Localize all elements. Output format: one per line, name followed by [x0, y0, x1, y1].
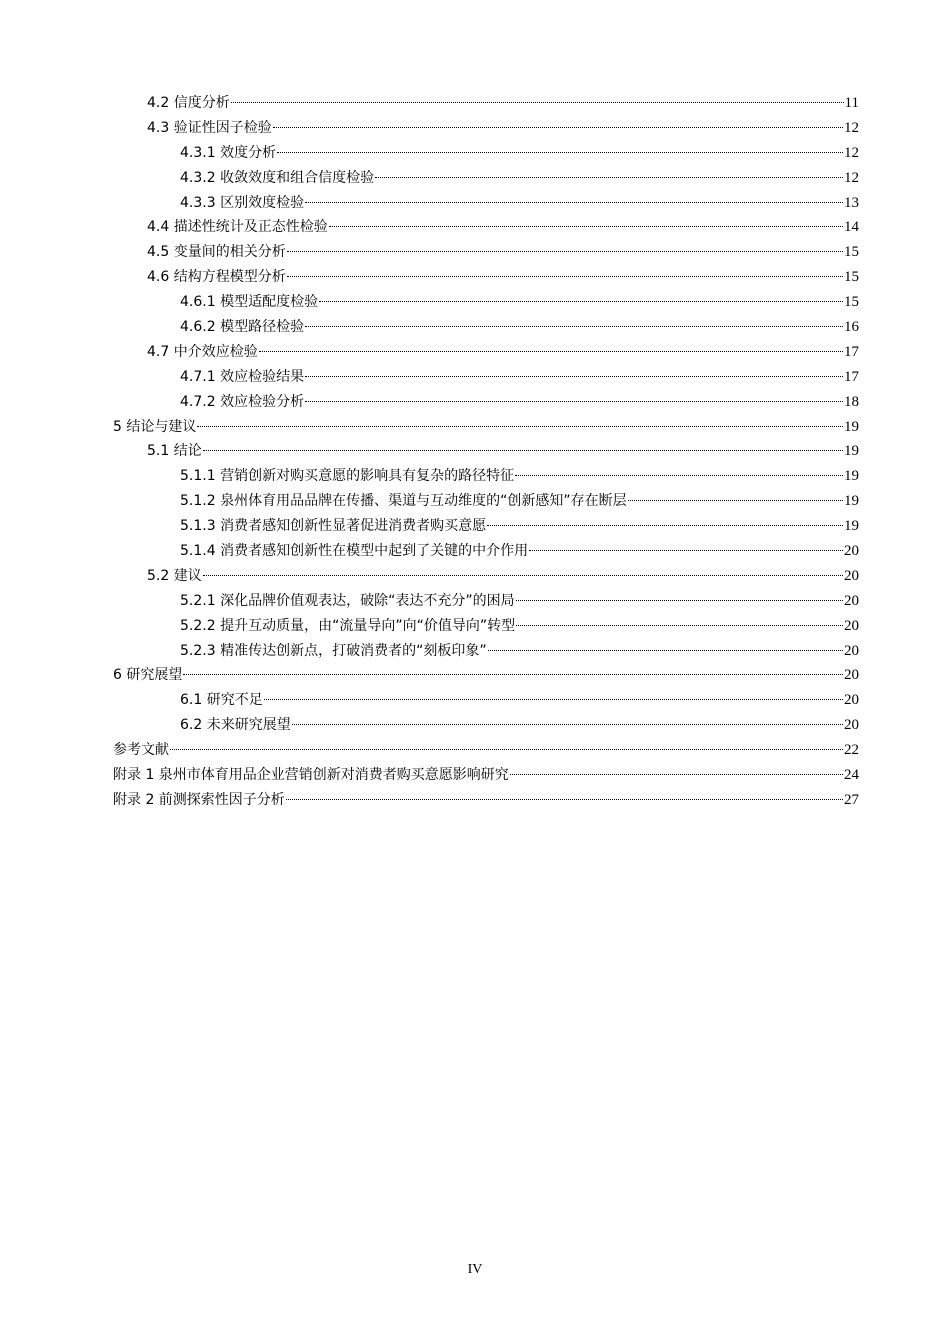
toc-entry[interactable]: [113, 539, 859, 564]
toc-entry-title: 4.6.2 模型路径检验: [180, 319, 305, 336]
dot-leader: [319, 301, 843, 302]
toc-entry-title: 4.6 结构方程模型分析: [147, 269, 286, 286]
dot-leader: [277, 152, 843, 153]
toc-entry-page: 27: [844, 791, 859, 808]
toc-entry-title: 4.3.2 收敛效度和组合信度检验: [180, 169, 375, 186]
toc-entry[interactable]: [113, 390, 859, 415]
toc-entry-title: 4.3 验证性因子检验: [147, 119, 272, 136]
toc-entry-page: 15: [844, 269, 859, 286]
dot-leader: [197, 426, 843, 427]
toc-entry[interactable]: [113, 564, 859, 589]
toc-entry[interactable]: [113, 614, 859, 639]
toc-entry-page: 17: [844, 343, 859, 360]
toc-entry-page: 22: [844, 742, 859, 759]
toc-entry-title: 4.3.1 效度分析: [180, 144, 277, 161]
toc-entry-page: 20: [844, 567, 859, 584]
toc-entry[interactable]: [113, 415, 859, 440]
toc-entry[interactable]: [113, 464, 859, 489]
toc-entry-title: 附录 1 泉州市体育用品企业营销创新对消费者购买意愿影响研究: [113, 767, 509, 784]
dot-leader: [516, 625, 843, 626]
toc-entry-title: 5.2.2 提升互动质量，由“流量导向”向“价值导向”转型: [180, 617, 516, 634]
toc-entry[interactable]: [113, 116, 859, 141]
toc-entry-page: 20: [844, 642, 859, 659]
dot-leader: [203, 575, 843, 576]
page-number: IV: [467, 1262, 483, 1277]
toc-entry-title: 4.7.1 效应检验结果: [180, 368, 305, 385]
toc-entry-page: 20: [844, 692, 859, 709]
dot-leader: [329, 226, 843, 227]
toc-entry[interactable]: [113, 340, 859, 365]
toc-entry-page: 17: [844, 368, 859, 385]
dot-leader: [292, 724, 843, 725]
toc-entry[interactable]: [113, 315, 859, 340]
toc-entry-title: 4.2 信度分析: [147, 95, 230, 111]
toc-entry[interactable]: [113, 639, 859, 664]
dot-leader: [264, 699, 843, 700]
toc-entry[interactable]: [113, 713, 859, 738]
toc-entry-page: 19: [844, 443, 859, 460]
toc-entry[interactable]: [113, 265, 859, 290]
toc-entry-page: 15: [844, 244, 859, 261]
toc-entry-page: 20: [844, 667, 859, 684]
dot-leader: [529, 550, 843, 551]
toc-entry[interactable]: [113, 688, 859, 713]
toc-entry-title: 附录 2 前测探索性因子分析: [113, 791, 285, 808]
toc-entry-title: 6.1 研究不足: [180, 692, 263, 709]
toc-entry-page: 12: [844, 144, 859, 161]
dot-leader: [628, 500, 843, 501]
toc-entry-title: 5.1.1 营销创新对购买意愿的影响具有复杂的路径特征: [180, 468, 515, 485]
toc-entry-title: 4.6.1 模型适配度检验: [180, 294, 319, 311]
dot-leader: [375, 177, 843, 178]
toc-entry-title: 5.2 建议: [147, 567, 202, 584]
toc-entry-page: 16: [844, 319, 859, 336]
toc-entry-title: 5.1 结论: [147, 443, 202, 460]
toc-entry[interactable]: [113, 365, 859, 390]
toc-entry-page: 19: [844, 518, 859, 535]
toc-entry-page: 11: [844, 95, 859, 111]
toc-entry[interactable]: [113, 166, 859, 191]
toc-entry-page: 20: [844, 617, 859, 634]
toc-entry[interactable]: [113, 763, 859, 788]
dot-leader: [487, 525, 843, 526]
dot-leader: [183, 674, 843, 675]
toc-entry-page: 20: [844, 543, 859, 560]
toc-entry-page: 18: [844, 393, 859, 410]
toc-entry-title: 6.2 未来研究展望: [180, 717, 291, 734]
toc-entry-title: 4.7 中介效应检验: [147, 343, 258, 360]
toc-entry[interactable]: [113, 290, 859, 315]
dot-leader: [287, 251, 843, 252]
toc-entry[interactable]: [113, 663, 859, 688]
toc-entry[interactable]: [113, 788, 859, 813]
toc-entry[interactable]: [113, 738, 859, 763]
toc-entry[interactable]: [113, 489, 859, 514]
toc-entry-page: 20: [844, 592, 859, 609]
dot-leader: [287, 276, 843, 277]
toc-entry-title: 4.5 变量间的相关分析: [147, 244, 286, 261]
toc-entry-page: 13: [844, 194, 859, 211]
toc-entry-page: 19: [844, 418, 859, 435]
dot-leader: [305, 376, 843, 377]
toc-entry-page: 19: [844, 468, 859, 485]
dot-leader: [488, 650, 843, 651]
toc-entry[interactable]: [113, 514, 859, 539]
dot-leader: [305, 326, 843, 327]
dot-leader: [203, 450, 843, 451]
toc-entry-title: 5.1.2 泉州体育用品品牌在传播、渠道与互动维度的“创新感知”存在断层: [180, 493, 627, 510]
dot-leader: [231, 102, 844, 103]
dot-leader: [305, 202, 843, 203]
toc-entry-page: 19: [844, 493, 859, 510]
toc-entry[interactable]: [113, 91, 859, 116]
toc-entry-title: 5 结论与建议: [113, 418, 197, 435]
toc-entry[interactable]: [113, 439, 859, 464]
toc-entry-title: 5.2.3 精准传达创新点，打破消费者的“刻板印象”: [180, 642, 487, 659]
toc-entry-page: 12: [844, 169, 859, 186]
dot-leader: [170, 749, 843, 750]
dot-leader: [259, 351, 843, 352]
toc-entry-title: 参考文献: [113, 742, 169, 759]
table-of-contents: [113, 91, 859, 813]
toc-entry-title: 4.7.2 效应检验分析: [180, 393, 305, 410]
dot-leader: [516, 600, 843, 601]
toc-entry-title: 4.4 描述性统计及正态性检验: [147, 219, 328, 236]
toc-entry[interactable]: [113, 191, 859, 216]
toc-entry-page: 24: [844, 767, 859, 784]
dot-leader: [273, 127, 843, 128]
toc-entry[interactable]: [113, 141, 859, 166]
toc-entry-page: 20: [844, 717, 859, 734]
toc-entry-page: 15: [844, 294, 859, 311]
dot-leader: [305, 401, 843, 402]
toc-entry-title: 4.3.3 区别效度检验: [180, 194, 305, 211]
dot-leader: [510, 774, 843, 775]
toc-entry[interactable]: [113, 240, 859, 265]
toc-entry-title: 5.1.3 消费者感知创新性显著促进消费者购买意愿: [180, 518, 487, 535]
dot-leader: [286, 799, 843, 800]
toc-entry[interactable]: [113, 215, 859, 240]
toc-entry-page: 12: [844, 119, 859, 136]
toc-entry-title: 5.2.1 深化品牌价值观表达，破除“表达不充分”的困局: [180, 592, 515, 609]
dot-leader: [515, 475, 843, 476]
toc-entry-title: 5.1.4 消费者感知创新性在模型中起到了关键的中介作用: [180, 543, 529, 560]
toc-entry-title: 6 研究展望: [113, 667, 183, 684]
toc-entry[interactable]: [113, 589, 859, 614]
toc-entry-page: 14: [844, 219, 859, 236]
